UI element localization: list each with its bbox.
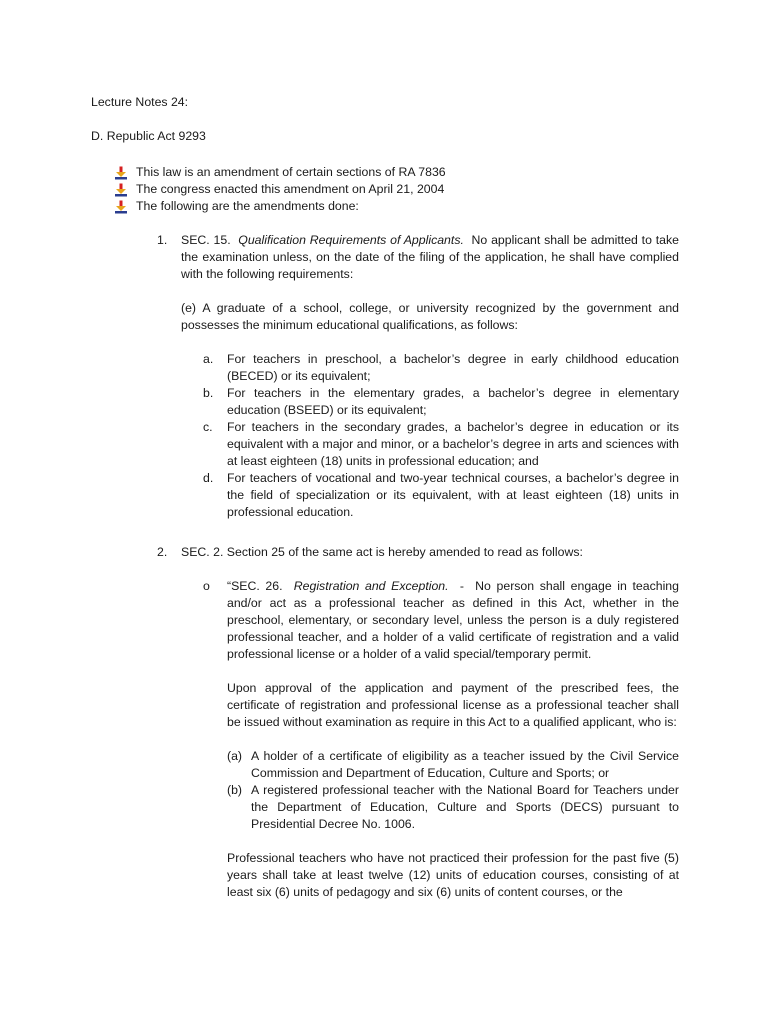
sec-text: No person shall engage in teaching and/or act as a professional teacher as defined in this Act, whether in the preschool, elementary, or secondary level, unless the person is a duly registered professional teacher, and a holder of a valid certificate of registration and a valid professional license or a holder of a valid special/temporary permit. xyxy=(227,579,679,661)
numbered-item-2 xyxy=(157,544,679,901)
numbered-item-1 xyxy=(157,232,679,521)
sec26-content xyxy=(227,578,679,901)
paren-list xyxy=(227,748,679,833)
sec-dash: - xyxy=(459,579,464,593)
circle-bullet-icon: o xyxy=(203,579,210,593)
bullet-text: The following are the amendments done: xyxy=(136,199,359,213)
sec-text: No applicant shall be admitted to take the examination unless, on the date of the filing of the application, he shall have complied with the following requirements: xyxy=(181,233,680,281)
list-text: For teachers in preschool, a bachelor’s degree in early childhood education (BECED) or its equivalent; xyxy=(227,352,679,383)
sub-bullet xyxy=(203,578,679,901)
act-title: D. Republic Act 9293 xyxy=(91,129,206,143)
list-text: For teachers in the secondary grades, a bachelor’s degree in education or its equivalent with a major and minor, or a bachelor’s degree in arts and sciences with at least eighteen (18) units in professional education; and xyxy=(227,420,679,468)
sec-heading: Registration and Exception. xyxy=(293,579,449,593)
list-text: For teachers of vocational and two-year technical courses, a bachelor’s degree in the field of specialization or its equivalent, with at least eighteen (18) units in professional education. xyxy=(227,471,679,519)
list-text: For teachers in the elementary grades, a bachelor’s degree in elementary education (BSEED) or its equivalent; xyxy=(227,386,679,417)
sec26-paragraph xyxy=(227,578,679,663)
bullet-item xyxy=(114,164,674,181)
bullet-text: The congress enacted this amendment on April 21, 2004 xyxy=(136,182,445,196)
list-item xyxy=(203,385,679,419)
list-label: (a) xyxy=(227,749,243,763)
e-paragraph: (e) A graduate of a school, college, or university recognized by the government and possesses the minimum educational qualifications, as follows: xyxy=(181,301,679,332)
list-label: b. xyxy=(203,386,214,400)
list-item xyxy=(203,351,679,385)
sec-number: “SEC. 26. xyxy=(227,579,283,593)
list-label: c. xyxy=(203,420,213,434)
bullet-item xyxy=(114,181,674,198)
sec-heading: Qualification Requirements of Applicants. xyxy=(238,233,464,247)
list-label: a. xyxy=(203,352,214,366)
list-text: A holder of a certificate of eligibility as a teacher issued by the Civil Service Commission and Department of Education, Culture and Sports; or xyxy=(251,749,679,780)
bullet-item xyxy=(114,198,674,215)
list-text: A registered professional teacher with the National Board for Teachers under the Department of Education, Culture and Sports (DECS) pursuant to Presidential Decree No. 1006. xyxy=(251,783,679,831)
item-number: 2. xyxy=(157,545,168,559)
arrow-bullet-icon xyxy=(114,200,128,214)
arrow-bullet-icon xyxy=(114,183,128,197)
sec-number: SEC. 15. xyxy=(181,233,231,247)
arrow-bullet-icon xyxy=(114,166,128,180)
item-body xyxy=(181,232,679,521)
list-label: d. xyxy=(203,471,214,485)
bullet-list xyxy=(114,164,674,215)
list-item xyxy=(203,419,679,470)
alpha-list xyxy=(203,351,679,521)
item-body xyxy=(181,544,679,901)
lecture-title: Lecture Notes 24: xyxy=(91,95,189,109)
sec15-paragraph xyxy=(181,232,679,283)
list-item xyxy=(203,470,679,521)
professional-paragraph: Professional teachers who have not practiced their profession for the past five (5) years shall take at least twelve (12) units of education courses, consisting of at least six (6) units of pedagogy and six (6) units of content courses, or the xyxy=(227,851,679,899)
item-number: 1. xyxy=(157,233,168,247)
bullet-text: This law is an amendment of certain sections of RA 7836 xyxy=(136,165,446,179)
list-label: (b) xyxy=(227,783,243,797)
list-item xyxy=(227,782,679,833)
sec2-paragraph: SEC. 2. Section 25 of the same act is hereby amended to read as follows: xyxy=(181,545,583,559)
list-item xyxy=(227,748,679,782)
upon-paragraph: Upon approval of the application and payment of the prescribed fees, the certificate of registration and professional license as a professional teacher shall be issued without examination as require in this Act to a qualified applicant, who is: xyxy=(227,681,679,729)
